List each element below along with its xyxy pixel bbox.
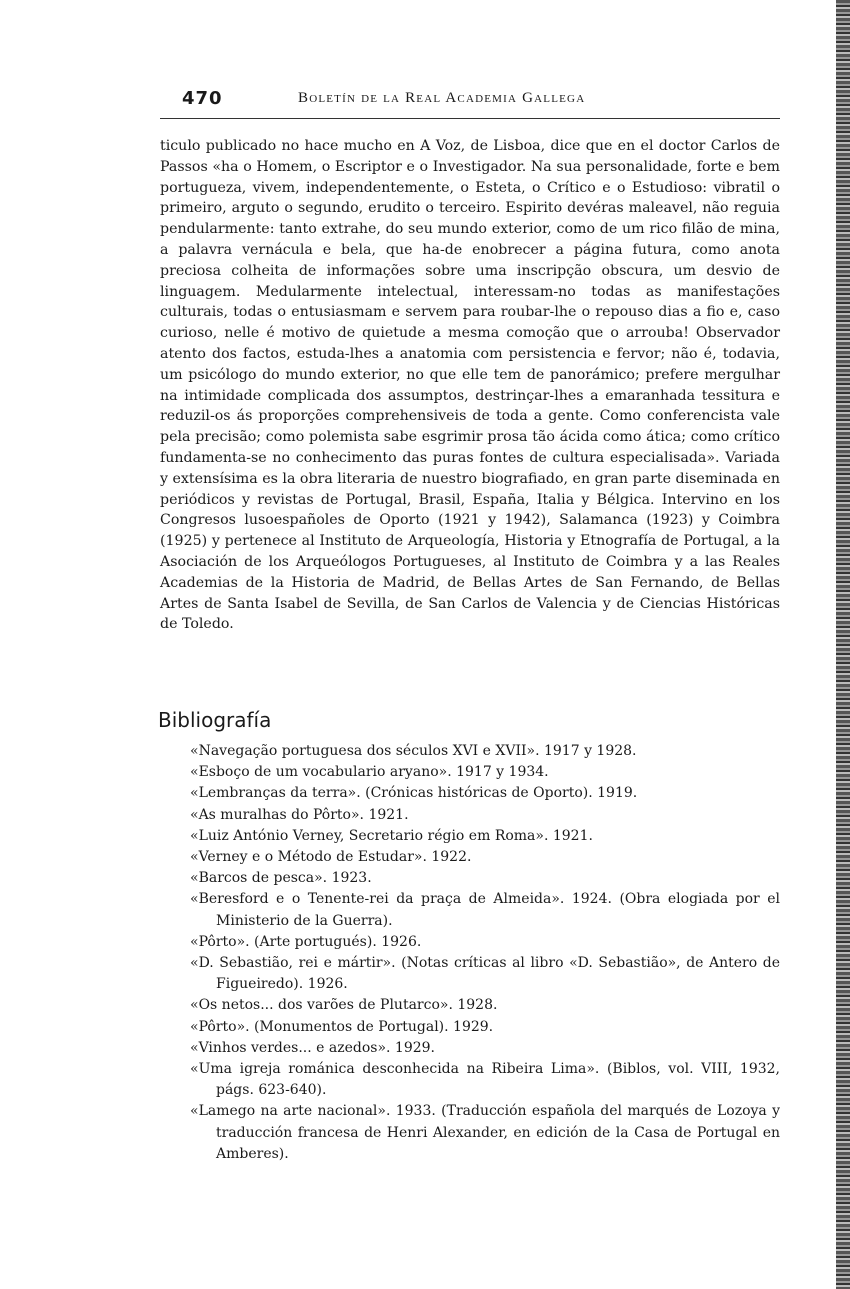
header-rule	[160, 118, 780, 119]
bibliography-entry: «Lamego na arte nacional». 1933. (Traducción española del marqués de Lozoya y traducción francesa de Henri Alexander, en edición de la Casa de Portugal en Amberes).	[190, 1103, 780, 1162]
bibliography-entry: «Navegação portuguesa dos séculos XVI e XVII». 1917 y 1928.	[190, 743, 637, 759]
bibliography-entry: «Lembranças da terra». (Crónicas históricas de Oporto). 1919.	[190, 785, 638, 802]
page-header	[160, 88, 780, 112]
bibliography-entry: «D. Sebastião, rei e mártir». (Notas críticas al libro «D. Sebastião», de Antero de Figueiredo). 1926.	[190, 955, 780, 993]
bibliography-entry: «Pôrto». (Monumentos de Portugal). 1929.	[190, 1018, 494, 1035]
bibliography-entry: «Pôrto». (Arte portugués). 1926.	[190, 933, 422, 950]
bibliography-entry: «Esboço de um vocabulario aryano». 1917 y 1934.	[190, 764, 549, 781]
bibliography-entry: «Vinhos verdes... e azedos». 1929.	[190, 1039, 435, 1056]
bibliography-list	[190, 741, 780, 1165]
bibliography-entry: «Uma igreja románica desconhecida na Ribeira Lima». (Biblos, vol. VIII, 1932, págs. 623-640).	[190, 1061, 780, 1099]
page-number: 470	[182, 88, 223, 109]
bibliography-entry: «Luiz António Verney, Secretario régio em Roma». 1921.	[190, 827, 593, 844]
bibliography-entry: «As muralhas do Pôrto». 1921.	[190, 806, 409, 823]
running-title: Boletín de la Real Academia Gallega	[298, 90, 586, 106]
bibliography-entry: «Beresford e o Tenente-rei da praça de Almeida». 1924. (Obra elogiada por el Ministerio de la Guerra).	[190, 891, 780, 929]
page-edge-scan-strip	[836, 0, 850, 1289]
bibliography-entry: «Os netos... dos varões de Plutarco». 1928.	[190, 997, 498, 1014]
bibliography-entry: «Barcos de pesca». 1923.	[190, 870, 372, 887]
bibliography-heading: Bibliografía	[158, 708, 272, 732]
body-paragraph: ticulo publicado no hace mucho en A Voz, de Lisboa, dice que en el doctor Carlos de Passos «ha o Homem, o Escriptor e o Investigador. Na sua personalidade, forte e bem portugueza, vivem, independentemente, o Esteta, o Crítico e o Estudioso: vibratil o primeiro, arguto o segundo, erudito o terceiro. Espirito devéras maleavel, não reguia pendularmente: tanto extrahe, do seu mundo exterior, como de um rico filão de mina, a palavra vernácula e bela, que ha-de enobrecer a página futura, como anota preciosa colheita de informações sobre uma inscripção obscura, um desvio de linguagem. Medularmente intelectual, interessam-no todas as manifestações culturais, todas o entusiasmam e servem para roubar-lhe o repouso dias a fio e, caso curioso, nelle é motivo de quietude a mesma comoção que o arrouba! Observador atento dos factos, estuda-lhes a anatomia com persistencia e fervor; não é, todavia, um psicólogo do mundo exterior, no que elle tem de panorámico; prefere mergulhar na intimidade complicada dos assumptos, destrinçar-lhes a emaranhada tessitura e reduzil-os ás proporções comprehensiveis de toda a gente. Como conferencista vale pela precisão; como polemista sabe esgrimir prosa tão ácida como ática; como crítico fundamenta-se no conhecimento das puras fontes de cultura especialisada». Variada y extensísima es la obra literaria de nuestro biografiado, en gran parte diseminada en periódicos y revistas de Portugal, Brasil, España, Italia y Bélgica. Intervino en los Congresos lusoespañoles de Oporto (1921 y 1942), Salamanca (1923) y Coimbra (1925) y pertenece al Instituto de Arqueología, Historia y Etnografía de Portugal, a la Asociación de los Arqueólogos Portugueses, al Instituto de Coimbra y a las Reales Academias de la Historia de Madrid, de Bellas Artes de San Fernando, de Bellas Artes de Santa Isabel de Sevilla, de San Carlos de Valencia y de Ciencias Históricas de Toledo.	[160, 138, 780, 633]
bibliography-entry: «Verney e o Método de Estudar». 1922.	[190, 849, 472, 866]
body-text	[160, 136, 780, 635]
